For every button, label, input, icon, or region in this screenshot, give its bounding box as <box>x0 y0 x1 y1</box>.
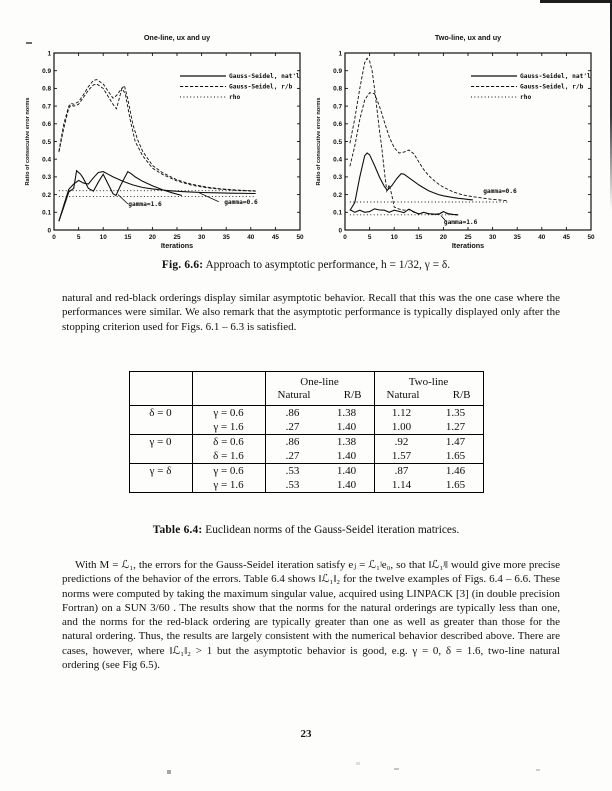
svg-text:0.9: 0.9 <box>42 68 51 75</box>
cell-value: 1.57 <box>374 449 429 464</box>
svg-text:Ratio of consecutive error nor: Ratio of consecutive error norms <box>316 97 322 186</box>
scan-artifact <box>167 770 171 774</box>
paragraph-norms-discussion: With M = ℒ₁, the errors for the Gauss-Seidel iteration satisfy eⱼ = ℒ₁ʲe₀, so that ‖ℒ₁ʲ‖ would give more precise predictions of the behavior of the errors. Table 6.4 shows ‖ℒ₁‖₂ for the twelve examples of Figs. 6.4 – 6.6. These norms were computed by taking the maximum singular value, acquired using LINPACK [3] (in double precision Fortran) on a SUN 3/60 . The results show that the norms for the natural orderings are typically less than one, and the norms for the red-black ordering are typically greater than one as well as greater than those for the natural ordering. Thus, the results are largely consistent with the numerical behavior described above. There are cases, however, where ‖ℒ₁‖₂ > 1 but the asymptotic behavior is good, e.g. γ = 0, δ = 1.6, two-line natural ordering (see Fig 6.5). <box>62 559 560 672</box>
svg-text:10: 10 <box>390 234 398 241</box>
cell-value: 1.38 <box>320 435 375 450</box>
cell-value: .27 <box>265 420 320 435</box>
svg-text:45: 45 <box>562 234 570 241</box>
cell-value: 1.40 <box>336 421 357 433</box>
svg-text:Two-line, ux and uy: Two-line, ux and uy <box>434 33 502 42</box>
svg-text:Ratio of consecutive error nor: Ratio of consecutive error norms <box>25 97 31 186</box>
svg-text:0: 0 <box>343 234 347 241</box>
table-row <box>129 406 483 421</box>
header-group-one-line: One-line Natural R/B <box>265 372 374 406</box>
cell-value: 1.46 <box>429 464 484 479</box>
cell-value: 1.40 <box>336 450 357 462</box>
svg-text:0.5: 0.5 <box>333 138 342 146</box>
figure-caption-label: Fig. 6.6: <box>161 259 204 271</box>
cell-value: 1.40 <box>336 479 357 491</box>
svg-text:Gauss-Seidel, r/b: Gauss-Seidel, r/b <box>520 83 584 91</box>
svg-text:0.9: 0.9 <box>333 68 342 75</box>
cell-value: 1.65 <box>445 450 466 462</box>
svg-text:25: 25 <box>464 234 472 241</box>
svg-text:15: 15 <box>415 234 423 241</box>
group-label: γ = 0 <box>129 435 192 464</box>
subheader-natural: Natural <box>386 389 420 401</box>
svg-text:0.3: 0.3 <box>42 174 51 182</box>
scan-artifact <box>536 769 540 771</box>
cell-value: 1.47 <box>429 435 484 450</box>
cell-value: 1.12 <box>374 406 429 421</box>
cell-value: .87 <box>374 464 429 479</box>
svg-text:40: 40 <box>538 234 546 241</box>
svg-text:1: 1 <box>338 50 342 58</box>
svg-text:50: 50 <box>587 234 595 241</box>
svg-text:Gauss-Seidel, nat'l: Gauss-Seidel, nat'l <box>520 73 591 81</box>
group-label: γ = δ <box>129 464 192 493</box>
group-label: δ = 0 <box>129 406 192 435</box>
svg-text:15: 15 <box>124 234 132 241</box>
svg-text:gamma=0.6: gamma=0.6 <box>224 198 258 206</box>
svg-text:5: 5 <box>367 234 372 241</box>
svg-text:Gauss-Seidel, nat'l: Gauss-Seidel, nat'l <box>229 73 300 81</box>
svg-text:0.3: 0.3 <box>333 174 342 182</box>
svg-text:0: 0 <box>47 227 51 235</box>
svg-text:40: 40 <box>247 234 255 241</box>
table-header-row <box>129 372 483 406</box>
scan-artifact <box>394 768 399 770</box>
svg-text:0.4: 0.4 <box>42 156 51 164</box>
svg-text:Iterations: Iterations <box>451 241 485 250</box>
table-row <box>129 435 483 450</box>
table-container <box>0 371 612 493</box>
svg-text:30: 30 <box>489 234 497 241</box>
svg-text:0.8: 0.8 <box>42 85 51 93</box>
svg-text:1: 1 <box>47 50 51 58</box>
scan-artifact <box>540 0 612 3</box>
svg-text:0.1: 0.1 <box>333 209 342 217</box>
figure-caption-text: Approach to asymptotic performance, h = 1/32, γ = δ. <box>203 259 451 271</box>
header-blank-1 <box>129 372 192 406</box>
subheader-rb: R/B <box>343 389 362 401</box>
cell-value: 1.38 <box>320 406 375 421</box>
sub-label: γ = 1.6 <box>192 420 265 435</box>
svg-text:0.7: 0.7 <box>333 103 342 111</box>
svg-text:35: 35 <box>513 234 521 241</box>
cell-value: 1.27 <box>445 421 466 433</box>
cell-value: .86 <box>265 435 320 450</box>
svg-text:50: 50 <box>296 234 304 241</box>
cell-value: .53 <box>265 478 320 493</box>
svg-text:20: 20 <box>148 234 156 241</box>
sub-label: γ = 0.6 <box>192 464 265 479</box>
svg-text:0.2: 0.2 <box>333 191 342 199</box>
sub-label: δ = 0.6 <box>192 435 265 450</box>
table-caption-text: Euclidean norms of the Gauss-Seidel iteration matrices. <box>202 524 460 536</box>
svg-text:Iterations: Iterations <box>160 241 194 250</box>
cell-value: 1.14 <box>374 478 429 493</box>
norms-table <box>129 371 484 493</box>
svg-text:5: 5 <box>76 234 81 241</box>
table-caption <box>0 524 612 536</box>
sub-label: γ = 1.6 <box>192 478 265 493</box>
svg-text:rho: rho <box>520 94 532 102</box>
table-row <box>129 464 483 479</box>
figure-caption <box>0 259 612 271</box>
svg-text:rho: rho <box>229 94 241 102</box>
svg-text:0.6: 0.6 <box>42 121 51 129</box>
sub-label: γ = 0.6 <box>192 406 265 421</box>
svg-text:0: 0 <box>338 227 342 235</box>
table-caption-label: Table 6.4: <box>152 524 203 536</box>
svg-text:20: 20 <box>439 234 447 241</box>
cell-value: 1.35 <box>429 406 484 421</box>
chart-two-line <box>313 30 603 252</box>
cell-value: .53 <box>265 464 320 479</box>
page-number: 23 <box>300 728 312 740</box>
svg-text:gamma=1.6: gamma=1.6 <box>443 218 478 226</box>
header-group-two-line: Two-line Natural R/B <box>374 372 483 406</box>
svg-text:Gauss-Seidel, r/b: Gauss-Seidel, r/b <box>229 83 293 91</box>
svg-text:0.1: 0.1 <box>42 209 51 217</box>
svg-text:0: 0 <box>52 234 56 241</box>
svg-text:25: 25 <box>173 234 181 241</box>
header-blank-2 <box>192 372 265 406</box>
paragraph-asymptotic-behavior: natural and red-black orderings display similar asymptotic behavior. Recall that this was the one case where the performances were similar. We also remark that the asymptotic performance is typically displayed only after the stopping criterion used for Figs. 6.1 – 6.3 is satisfied. <box>62 292 560 333</box>
cell-value: .27 <box>265 449 320 464</box>
svg-text:0.6: 0.6 <box>333 121 342 129</box>
svg-text:gamma=1.6: gamma=1.6 <box>128 201 162 209</box>
svg-text:35: 35 <box>222 234 230 241</box>
svg-text:One-line, ux and uy: One-line, ux and uy <box>143 33 211 42</box>
svg-text:30: 30 <box>198 234 206 241</box>
svg-text:0.7: 0.7 <box>42 103 51 111</box>
cell-value: 1.65 <box>445 479 466 491</box>
scan-artifact <box>356 762 360 765</box>
svg-text:0.4: 0.4 <box>333 156 342 164</box>
svg-text:0.2: 0.2 <box>42 191 51 199</box>
sub-label: δ = 1.6 <box>192 449 265 464</box>
svg-text:10: 10 <box>99 234 107 241</box>
cell-value: .86 <box>265 406 320 421</box>
svg-text:45: 45 <box>271 234 279 241</box>
cell-value: 1.40 <box>320 464 375 479</box>
subheader-rb: R/B <box>452 389 471 401</box>
chart-one-line <box>22 30 312 252</box>
svg-text:0.8: 0.8 <box>333 85 342 93</box>
svg-text:0.5: 0.5 <box>42 138 51 146</box>
subheader-natural: Natural <box>277 389 311 401</box>
svg-text:gamma=0.6: gamma=0.6 <box>483 187 517 195</box>
cell-value: .92 <box>374 435 429 450</box>
cell-value: 1.00 <box>374 420 429 435</box>
